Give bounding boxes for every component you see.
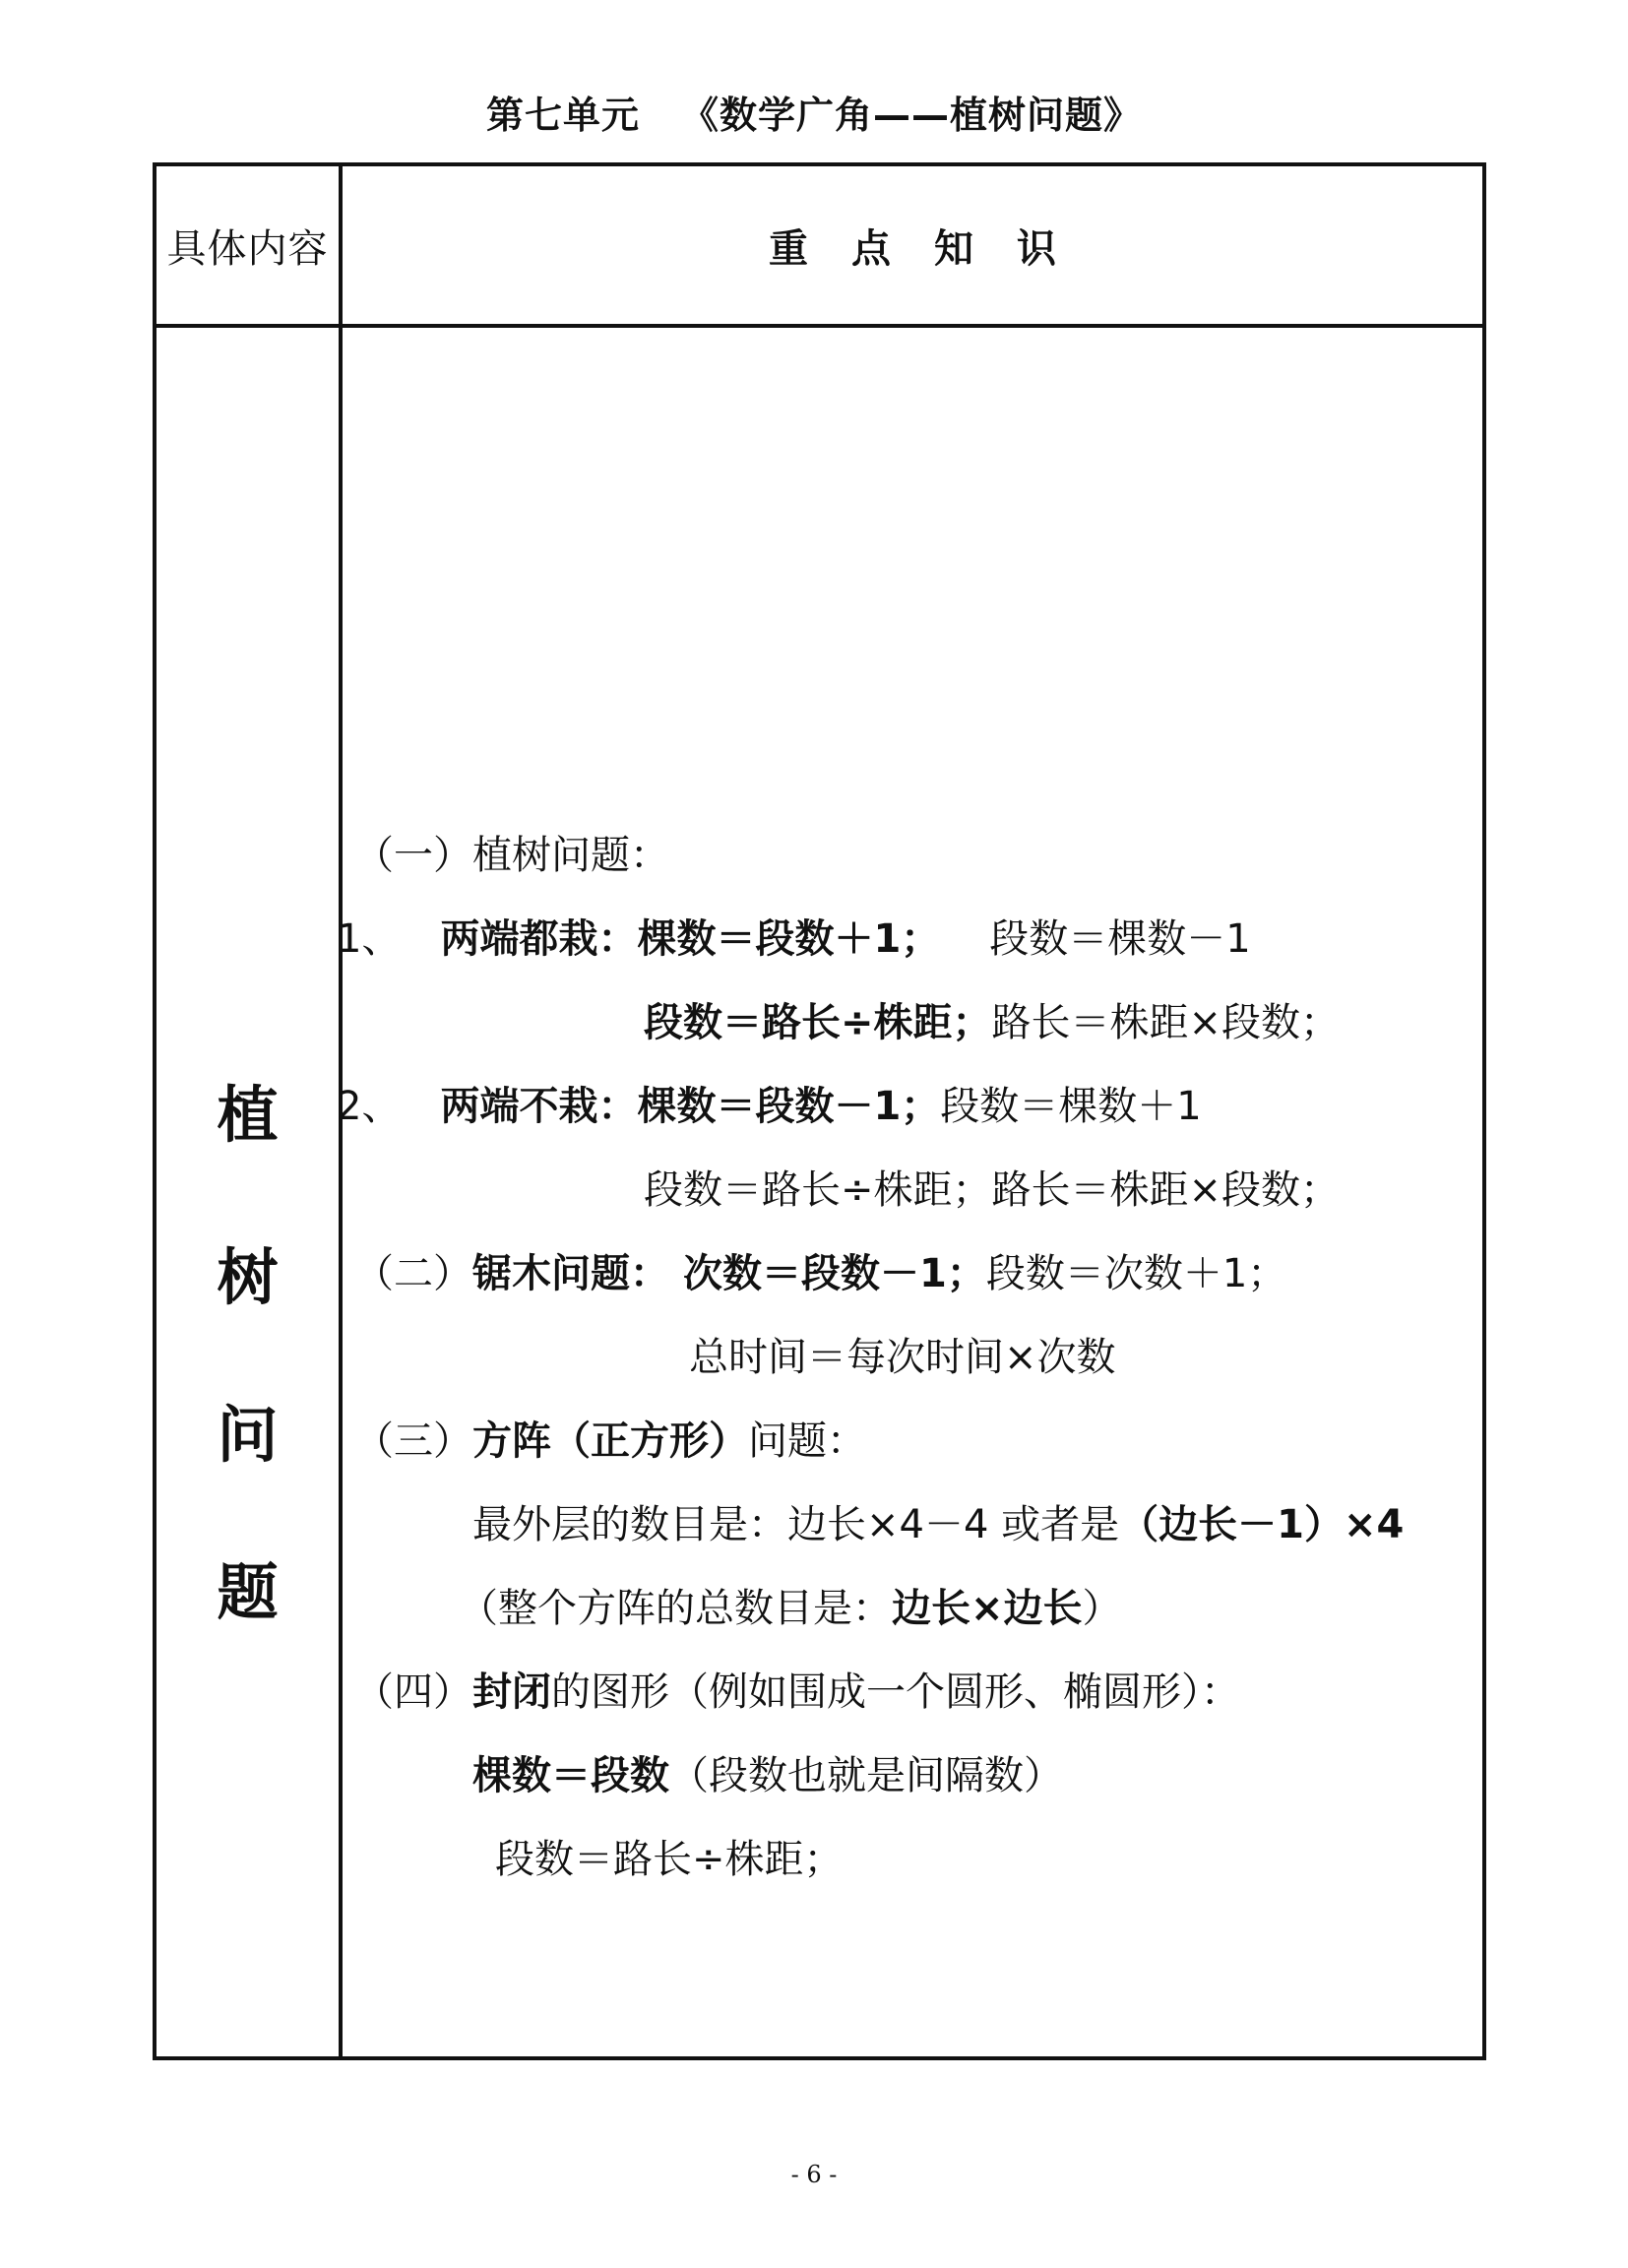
section-label: 封闭 — [472, 1670, 551, 1715]
formula: 棵数＝段数 — [472, 1753, 669, 1798]
section-label: 方阵（正方形） — [472, 1418, 748, 1464]
section-tail: 的图形（例如围成一个圆形、椭圆形）： — [551, 1670, 1240, 1715]
header-key-knowledge: 重点知识 — [769, 225, 1099, 272]
text-segment: ） — [1082, 1586, 1122, 1631]
topic-column — [157, 328, 339, 2060]
section-tail: 问题： — [748, 1418, 866, 1464]
page-title — [0, 91, 1628, 140]
knowledge-content — [337, 328, 1482, 2056]
topic-char: 题 — [217, 1556, 279, 1628]
formula-line: 段数＝路长÷株距； — [495, 1837, 844, 1882]
text-segment: 最外层的数目是：边长×4－4 或者是 — [472, 1502, 1120, 1547]
section-number: （四） — [354, 1670, 472, 1715]
section-2 — [354, 1246, 1286, 1301]
text-line — [472, 1497, 1404, 1552]
formula: 边长×边长 — [892, 1586, 1083, 1631]
formula: 棵数＝段数－1； — [637, 1084, 941, 1129]
list-item — [337, 912, 1251, 967]
topic-char: 植 — [217, 1079, 279, 1151]
formula: 路长＝株距×段数； — [991, 1000, 1341, 1045]
formula: 棵数＝段数＋1； — [637, 916, 941, 962]
formula: 段数＝棵数＋1 — [940, 1084, 1202, 1129]
item-label: 两端不栽： — [440, 1084, 638, 1129]
topic-char: 问 — [217, 1399, 279, 1471]
knowledge-table — [153, 162, 1486, 2060]
text-line — [472, 1748, 1063, 1803]
topic-char: 树 — [217, 1241, 279, 1313]
formula: 段数＝路长÷株距； — [644, 1000, 992, 1045]
list-item — [337, 1079, 1202, 1134]
section-label: 锯木问题： — [472, 1251, 669, 1296]
item-number: 1、 — [337, 916, 402, 962]
unit-name: 《数学广角——植树问题》 — [681, 94, 1143, 137]
formula: （边长－1）×4 — [1119, 1502, 1405, 1547]
formula-line: 段数＝路长÷株距；路长＝株距×段数； — [644, 1167, 1341, 1213]
text-segment: （段数也就是间隔数） — [669, 1753, 1063, 1798]
item-label: 两端都栽： — [440, 916, 638, 962]
section-1-heading: （一）植树问题： — [354, 833, 669, 878]
item-number: 2、 — [337, 1084, 402, 1129]
formula: 次数＝段数－1； — [683, 1251, 986, 1296]
formula: 段数＝次数＋1； — [985, 1251, 1287, 1296]
section-number: （二） — [354, 1251, 472, 1296]
unit-label: 第七单元 — [485, 94, 640, 137]
formula: 段数＝棵数－1 — [989, 916, 1251, 962]
text-line — [459, 1581, 1122, 1636]
text-segment: （整个方阵的总数目是： — [459, 1586, 892, 1631]
section-4 — [354, 1665, 1240, 1720]
section-number: （三） — [354, 1418, 472, 1464]
formula-line — [644, 995, 1340, 1050]
page-number: - 6 - — [790, 2161, 838, 2188]
header-content-label: 具体内容 — [166, 225, 329, 272]
section-3 — [354, 1414, 866, 1469]
formula-line: 总时间＝每次时间×次数 — [689, 1335, 1116, 1380]
